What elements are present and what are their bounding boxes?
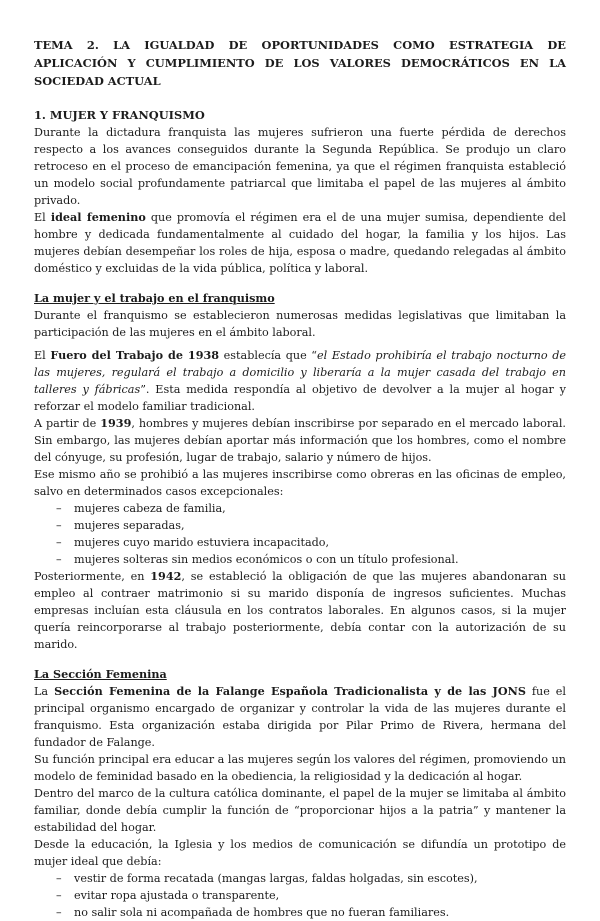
- list-item: – mujeres separadas,: [56, 519, 185, 532]
- ideal-list: [34, 870, 566, 921]
- section-heading: 1. MUJER Y FRANQUISMO: [34, 108, 205, 122]
- paragraph: Durante el franquismo se establecieron numerosas medidas legislativas que limitaban la participación de las mujeres en el ámbito laboral.: [34, 309, 566, 339]
- exception-list: [34, 500, 566, 568]
- paragraph: Desde la educación, la Iglesia y los medios de comunicación se difundía un prototipo de mujer ideal que debía:: [34, 838, 566, 868]
- quote: el Estado prohibiría el trabajo nocturno de las mujeres, regulará el trabajo a domicilio y liberaría a la mujer casada del trabajo en talleres y fábricas: [34, 349, 566, 396]
- bold-term: ideal femenino: [50, 210, 146, 224]
- paragraph: Ese mismo año se prohibió a las mujeres inscribirse como obreras en las oficinas de empleo, salvo en determinados casos excepcionales:: [34, 468, 566, 498]
- section-heading: La mujer y el trabajo en el franquismo: [34, 291, 275, 305]
- list-item: – mujeres cuyo marido estuviera incapacitado,: [56, 536, 330, 549]
- paragraph: Posteriormente, en 1942, se estableció la obligación de que las mujeres abandonaran su empleo al contraer matrimonio si su marido disponía de ingresos suficientes. Muchas empresas incluían esta cláusula en los contratos laborales. En algunos casos, si la mujer quería reincorporarse al trabajo posteriormente, debía contar con la autorización de su marido.: [34, 569, 566, 651]
- paragraph: A partir de 1939, hombres y mujeres debían inscribirse por separado en el mercado laboral. Sin embargo, las mujeres debían aportar más información que los hombres, como el nombre del cónyuge, su profesión, lugar de trabajo, salario y número de hijos.: [34, 416, 566, 464]
- list-item: – mujeres solteras sin medios económicos o con un título profesional.: [56, 553, 459, 566]
- list-item: – vestir de forma recatada (mangas largas, faldas holgadas, sin escotes),: [56, 872, 478, 885]
- paragraph: Su función principal era educar a las mujeres según los valores del régimen, promoviendo un modelo de feminidad basado en la obediencia, la religiosidad y la dedicación al hogar.: [34, 753, 566, 783]
- bold-term: Sección Femenina de la Falange Española Tradicionalista y de las JONS: [54, 684, 526, 698]
- bold-term: 1942: [150, 569, 182, 583]
- list-item: – no salir sola ni acompañada de hombres que no fueran familiares.: [56, 906, 450, 919]
- bold-term: 1939: [100, 416, 132, 430]
- section-mujer-trabajo: [34, 290, 566, 653]
- section-heading: La Sección Femenina: [34, 667, 167, 681]
- paragraph: El Fuero del Trabajo de 1938 establecía que “el Estado prohibiría el trabajo nocturno de las mujeres, regulará el trabajo a domicilio y liberaría a la mujer casada del trabajo en talleres y fábricas”. Esta medida respondía al objetivo de devolver a la mujer al hogar y reforzar el modelo familiar tradicional.: [34, 348, 566, 413]
- list-item: – mujeres cabeza de familia,: [56, 502, 226, 515]
- section-seccion-femenina: [34, 666, 566, 921]
- paragraph: El ideal femenino que promovía el régimen era el de una mujer sumisa, dependiente del hombre y dedicada fundamentalmente al cuidado del hogar, la familia y los hijos. Las mujeres debían desempeñar los roles de hija, esposa o madre, quedando relegadas al ámbito doméstico y excluidas de la vida pública, política y laboral.: [34, 210, 566, 275]
- list-item: – evitar ropa ajustada o transparente,: [56, 889, 280, 902]
- bold-term: Fuero del Trabajo de 1938: [50, 348, 220, 362]
- paragraph: La Sección Femenina de la Falange Española Tradicionalista y de las JONS fue el principal organismo encargado de organizar y controlar la vida de las mujeres durante el franquismo. Esta organización estaba dirigida por Pilar Primo de Rivera, hermana del fundador de Falange.: [34, 684, 566, 749]
- paragraph: Dentro del marco de la cultura católica dominante, el papel de la mujer se limitaba al ámbito familiar, donde debía cumplir la función de “proporcionar hijos a la patria” y mantener la estabilidad del hogar.: [34, 787, 566, 834]
- document-title: TEMA 2. LA IGUALDAD DE OPORTUNIDADES COMO ESTRATEGIA DE APLICACIÓN Y CUMPLIMIENTO DE LOS VALORES DEMOCRÁTICOS EN LA SOCIEDAD ACTUAL: [34, 38, 566, 88]
- paragraph: Durante la dictadura franquista las mujeres sufrieron una fuerte pérdida de derechos respecto a los avances conseguidos durante la Segunda República. Se produjo un claro retroceso en el proceso de emancipación femenina, ya que el régimen franquista estableció un modelo social profundamente patriarcal que limitaba el papel de las mujeres al ámbito privado.: [34, 126, 566, 207]
- section-mujer-y-franquismo: [34, 106, 566, 277]
